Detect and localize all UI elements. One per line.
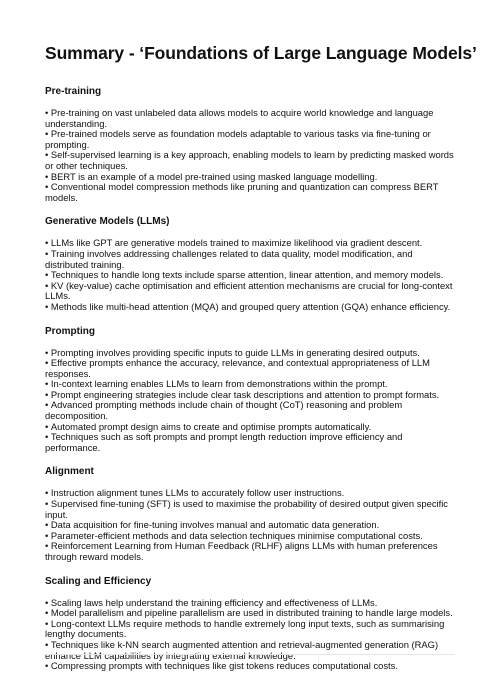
bullet-item: • Supervised fine-tuning (SFT) is used to maximise the probability of desired output given specific input. xyxy=(45,499,455,520)
bullet-item: • Reinforcement Learning from Human Feedback (RLHF) aligns LLMs with human preferences through reward models. xyxy=(45,541,455,562)
section-heading: Prompting xyxy=(45,325,95,337)
bullet-item: • BERT is an example of a model pre-trained using masked language modelling. xyxy=(45,172,455,183)
sections-container xyxy=(45,86,455,672)
bullet-item: • Techniques such as soft prompts and prompt length reduction improve efficiency and performance. xyxy=(45,432,455,453)
bullet-item: • Prompt engineering strategies include clear task descriptions and attention to prompt formats. xyxy=(45,390,455,401)
bullet-item: • Advanced prompting methods include chain of thought (CoT) reasoning and problem decomposition. xyxy=(45,400,455,421)
bullet-item: • Effective prompts enhance the accuracy, relevance, and contextual appropriateness of LLM responses. xyxy=(45,358,455,379)
bullet-item: • Methods like multi-head attention (MQA) and grouped query attention (GQA) enhance efficiency. xyxy=(45,302,455,313)
section-heading: Alignment xyxy=(45,466,94,478)
footer-cell xyxy=(319,654,455,664)
footer-table-edge xyxy=(45,654,455,664)
bullet-item: • Pre-trained models serve as foundation models adaptable to various tasks via fine-tuning or prompting. xyxy=(45,129,455,150)
section-pre-training xyxy=(45,86,455,203)
bullet-item: • Data acquisition for fine-tuning involves manual and automatic data generation. xyxy=(45,520,455,531)
section-heading: Scaling and Efficiency xyxy=(45,575,152,587)
bullet-item: • Automated prompt design aims to create and optimise prompts automatically. xyxy=(45,422,455,433)
section-prompting xyxy=(45,326,455,454)
bullet-item: • Parameter-efficient methods and data selection techniques minimise computational costs. xyxy=(45,531,455,542)
bullet-item: • Long-context LLMs require methods to handle extremely long input texts, such as summarising lengthy documents. xyxy=(45,619,455,640)
document-title: Summary - ‘Foundations of Large Language Models’ xyxy=(45,43,477,63)
section-heading: Pre-training xyxy=(45,86,102,97)
bullet-item: • Techniques like k-NN search augmented attention and retrieval-augmented generation (RAG) enhance LLM capabilities by integrating external knowledge. xyxy=(45,640,455,661)
bullet-item: • Conventional model compression methods like pruning and quantization can compress BERT models. xyxy=(45,182,455,203)
bullet-item: • Scaling laws help understand the training efficiency and effectiveness of LLMs. xyxy=(45,598,455,609)
bullet-list xyxy=(45,488,455,562)
bullet-item: • Compressing prompts with techniques like gist tokens reduces computational costs. xyxy=(45,661,455,672)
footer-cell xyxy=(45,654,182,664)
bullet-item: • Prompting involves providing specific inputs to guide LLMs in generating desired outputs. xyxy=(45,348,455,359)
bullet-item: • Training involves addressing challenges related to data quality, model modification, and distributed training. xyxy=(45,249,455,270)
bullet-list xyxy=(45,108,455,203)
bullet-item: • LLMs like GPT are generative models trained to maximize likelihood via gradient descent. xyxy=(45,238,455,249)
bullet-item: • In-context learning enables LLMs to learn from demonstrations within the prompt. xyxy=(45,379,455,390)
section-heading: Generative Models (LLMs) xyxy=(45,216,170,228)
bullet-item: • Techniques to handle long texts include sparse attention, linear attention, and memory models. xyxy=(45,270,455,281)
bullet-list xyxy=(45,348,455,454)
bullet-item: • Self-supervised learning is a key approach, enabling models to learn by predicting masked words or other techniques. xyxy=(45,150,455,171)
bullet-list xyxy=(45,238,455,312)
bullet-item: • Pre-training on vast unlabeled data allows models to acquire world knowledge and language understanding. xyxy=(45,108,455,129)
footer-cell xyxy=(182,654,319,664)
bullet-item: • Instruction alignment tunes LLMs to accurately follow user instructions. xyxy=(45,488,455,499)
section-generative-models-llms xyxy=(45,216,455,312)
section-alignment xyxy=(45,466,455,562)
bullet-item: • Model parallelism and pipeline parallelism are used in distributed training to handle large models. xyxy=(45,608,455,619)
bullet-item: • KV (key-value) cache optimisation and efficient attention mechanisms are crucial for long-context LLMs. xyxy=(45,281,455,302)
